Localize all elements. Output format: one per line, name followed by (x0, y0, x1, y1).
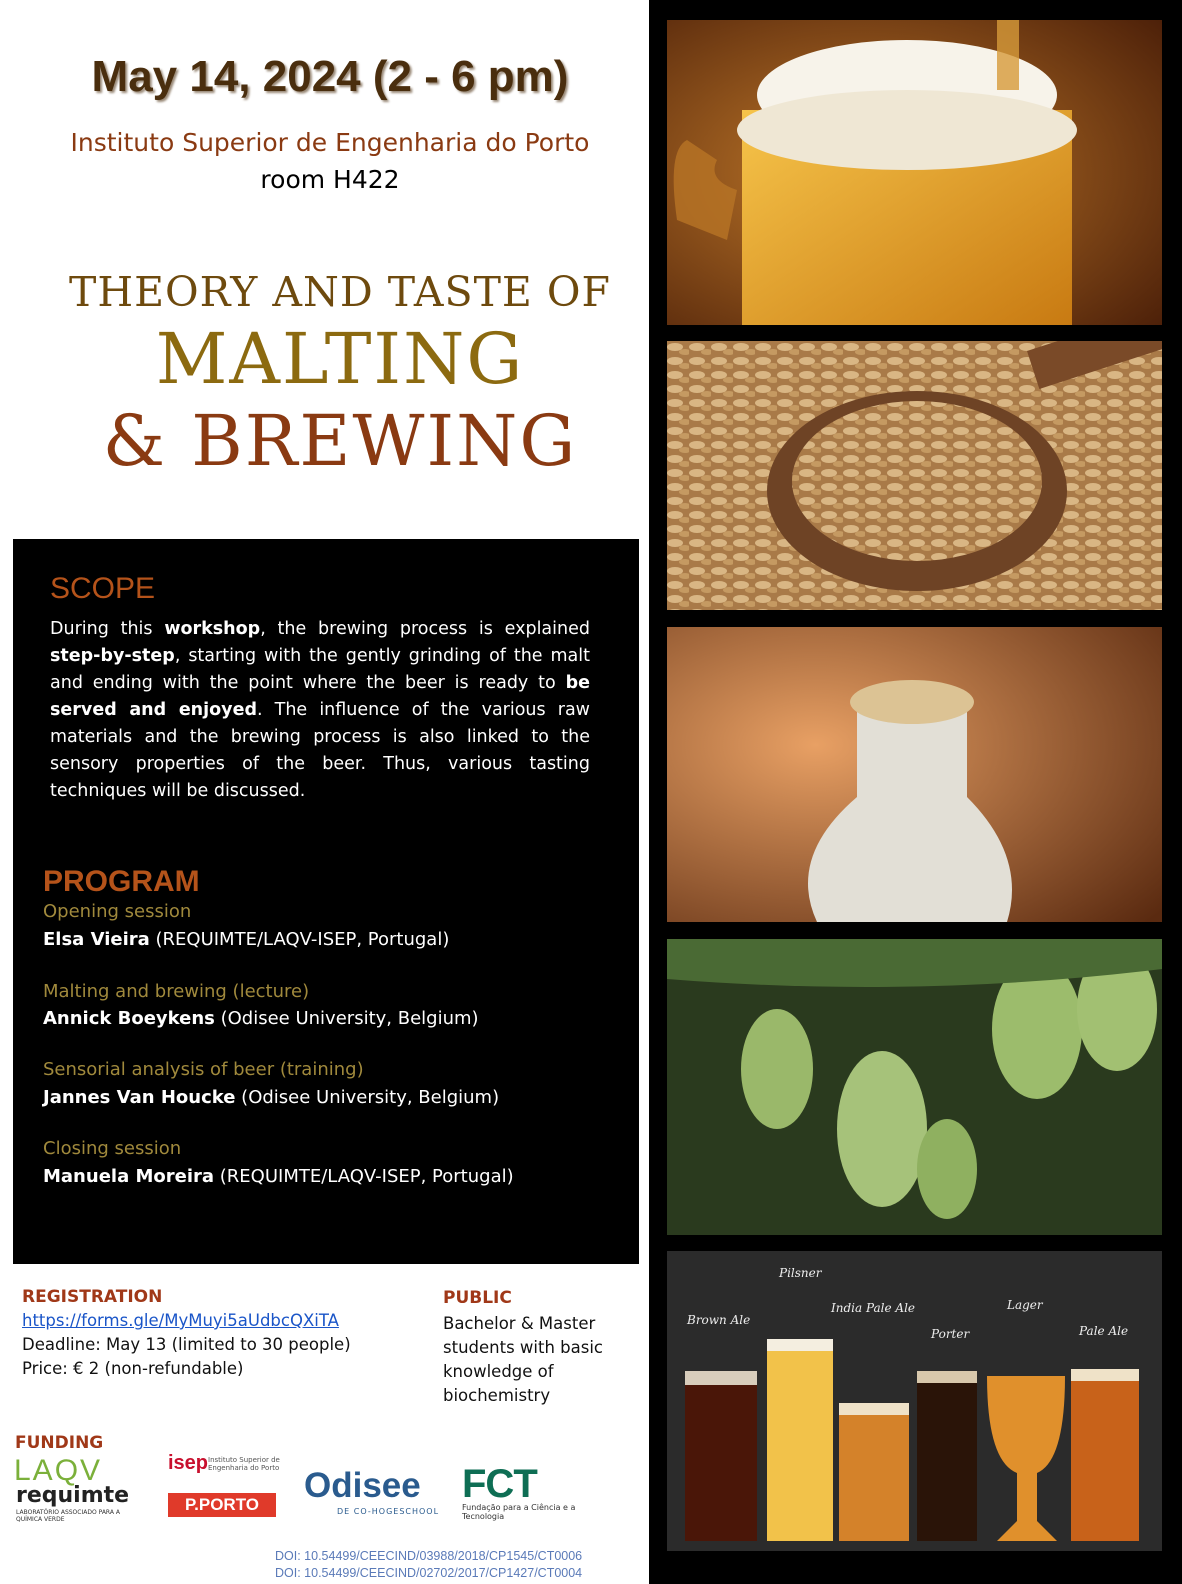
title-line-3: & BREWING (102, 400, 578, 482)
hops-photo (667, 939, 1162, 1235)
venue-name: Instituto Superior de Engenharia do Porto (70, 128, 590, 157)
registration-price: Price: € 2 (non-refundable) (22, 1359, 244, 1378)
title-line-2: MALTING (155, 318, 525, 400)
beer-styles-photo (667, 1251, 1162, 1551)
fct-subtitle: Fundação para a Ciência e a Tecnologia (462, 1503, 576, 1521)
scope-heading: SCOPE (50, 572, 156, 605)
session-speaker: Manuela Moreira (REQUIMTE/LAQV-ISEP, Portugal) (43, 1166, 514, 1187)
svg-text:LAQV: LAQV (14, 1454, 103, 1487)
registration-link[interactable]: https://forms.gle/MyMuyi5aUdbcQXiTA (22, 1311, 339, 1330)
session-speaker: Jannes Van Houcke (Odisee University, Belgium) (43, 1087, 500, 1108)
event-date: May 14, 2024 (2 - 6 pm) (91, 52, 569, 101)
session-title: Closing session (43, 1138, 182, 1159)
odisee-logo: Odisee (304, 1466, 421, 1505)
funding-heading: FUNDING (15, 1433, 104, 1453)
program-heading: PROGRAM (43, 865, 200, 898)
doi-1: DOI: 10.54499/CEECIND/03988/2018/CP1545/CT0006 (275, 1549, 583, 1563)
beer-label-pale-ale: Pale Ale (1079, 1324, 1129, 1338)
beer-label-lager: Lager (1007, 1298, 1043, 1312)
title-line-1: THEORY AND TASTE OF (69, 268, 611, 316)
session-title: Sensorial analysis of beer (training) (43, 1059, 364, 1080)
bottle-foam-photo (667, 627, 1162, 922)
public-heading: PUBLIC (443, 1288, 512, 1308)
scope-text: During this workshop, the brewing process is explained step-by-step, starting with the gently grinding of the malt and ending with the point where the beer is ready to be served and enjoyed. The influence of the various raw materials and the brewing process is also linked to the sensory properties of the beer. Thus, various tasting techniques will be discussed. (50, 619, 590, 801)
doi-2: DOI: 10.54499/CEECIND/02702/2017/CP1427/CT0004 (275, 1566, 583, 1580)
beer-mug-photo (667, 20, 1162, 325)
beer-label-brown-ale: Brown Ale (687, 1313, 751, 1327)
odisee-subtitle: DE CO-HOGESCHOOL (337, 1507, 440, 1516)
registration-deadline: Deadline: May 13 (limited to 30 people) (22, 1335, 351, 1354)
malt-grains-photo (667, 341, 1162, 610)
laqv-subtitle: LABORATÓRIO ASSOCIADO PARA A QUÍMICA VERDE (16, 1509, 120, 1523)
beer-label-ipa: India Pale Ale (831, 1301, 916, 1315)
beer-label-porter: Porter (931, 1327, 970, 1341)
isep-subtitle: Instituto Superior de Engenharia do Porto (208, 1456, 280, 1472)
fct-logo: FCT (462, 1462, 537, 1506)
isep-logo: isep (168, 1452, 209, 1474)
session-title: Opening session (43, 901, 192, 922)
session-speaker: Elsa Vieira (REQUIMTE/LAQV-ISEP, Portugal) (43, 929, 450, 950)
room-label: room H422 (260, 165, 400, 194)
registration-heading: REGISTRATION (22, 1287, 163, 1307)
session-title: Malting and brewing (lecture) (43, 981, 310, 1002)
beer-label-pilsner: Pilsner (779, 1266, 822, 1280)
requimte-logo-text: requimte (16, 1483, 130, 1508)
public-text: Bachelor & Master students with basic knowledge of biochemistry (443, 1314, 604, 1405)
session-speaker: Annick Boeykens (Odisee University, Belgium) (43, 1008, 479, 1029)
porto-logo: P.PORTO (168, 1493, 276, 1517)
